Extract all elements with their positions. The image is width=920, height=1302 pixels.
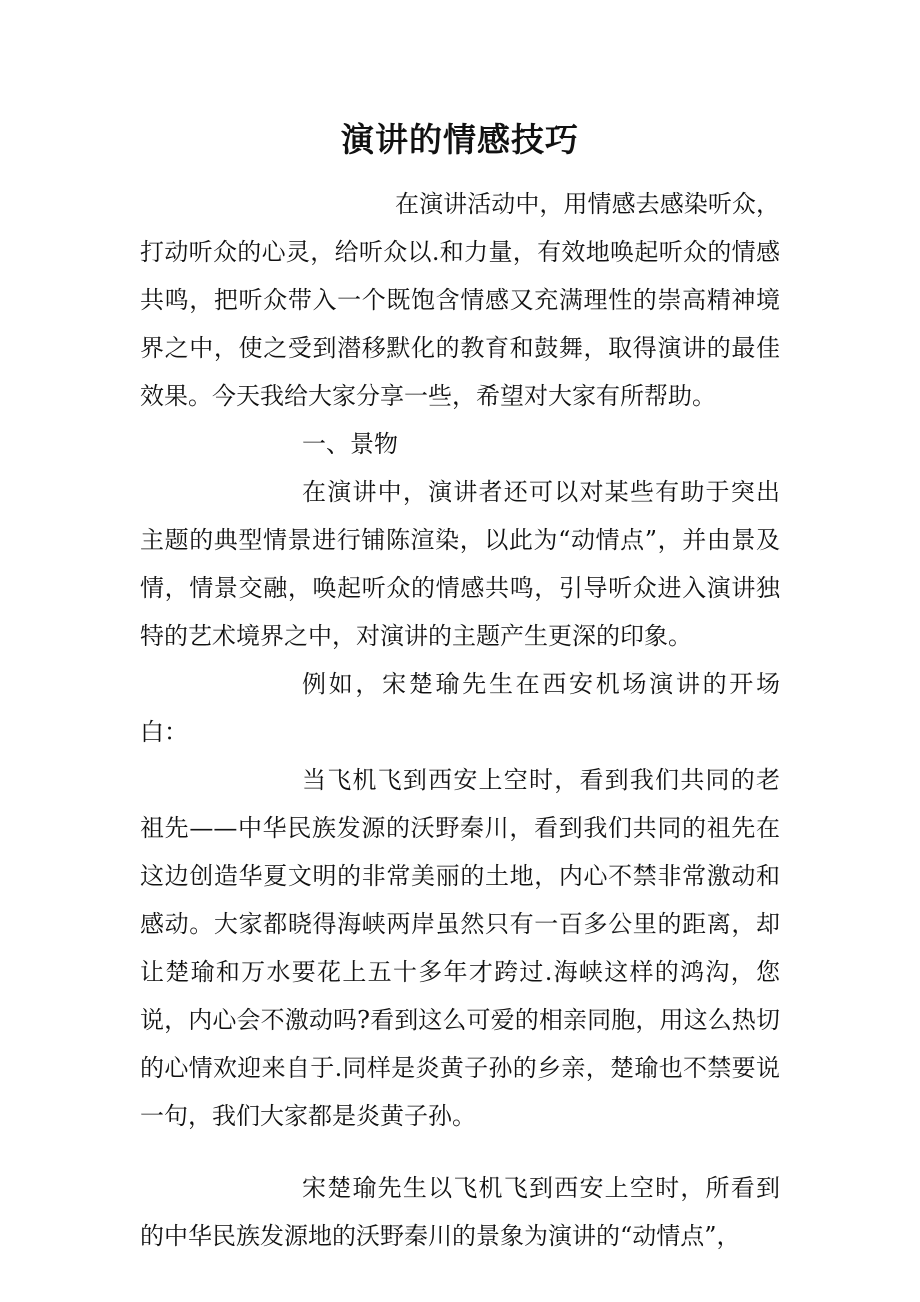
document-title: 演讲的情感技巧 [341,120,579,159]
quote-paragraph: 当飞机飞到西安上空时，看到我们共同的老祖先——中华民族发源的沃野秦川，看到我们共同的祖先在这边创造华夏文明的非常美丽的土地，内心不禁非常激动和感动。大家都晓得海峡两岸虽然只有一百多公里的距离，却让楚瑜和万水要花上五十多年才跨过.海峡这样的鸿沟，您说，内心会不激动吗?看到这么可爱的相亲同胞，用这么热切的心情欢迎来自于.同样是炎黄子孙的乡亲，楚瑜也不禁要说一句，我们大家都是炎黄子孙。 [140,766,780,1130]
document-body [140,180,780,1260]
body-paragraph: 在演讲中，演讲者还可以对某些有助于突出主题的典型情景进行铺陈渲染，以此为“动情点”，并由景及情，情景交融，唤起听众的情感共鸣，引导听众进入演讲独特的艺术境界之中，对演讲的主题产生更深的印象。 [140,478,780,650]
intro-paragraph: 在演讲活动中，用情感去感染听众，打动听众的心灵，给听众以.和力量，有效地唤起听众的情感共鸣，把听众带入一个既饱含情感又充满理性的崇高精神境界之中，使之受到潜移默化的教育和鼓舞，取得演讲的最佳效果。今天我给大家分享一些，希望对大家有所帮助。 [140,190,780,410]
analysis-paragraph: 宋楚瑜先生以飞机飞到西安上空时，所看到的中华民族发源地的沃野秦川的景象为演讲的“动情点”， [140,1174,780,1250]
example-intro-paragraph: 例如，宋楚瑜先生在西安机场演讲的开场白： [140,670,780,746]
section-heading: 一、景物 [302,430,398,458]
